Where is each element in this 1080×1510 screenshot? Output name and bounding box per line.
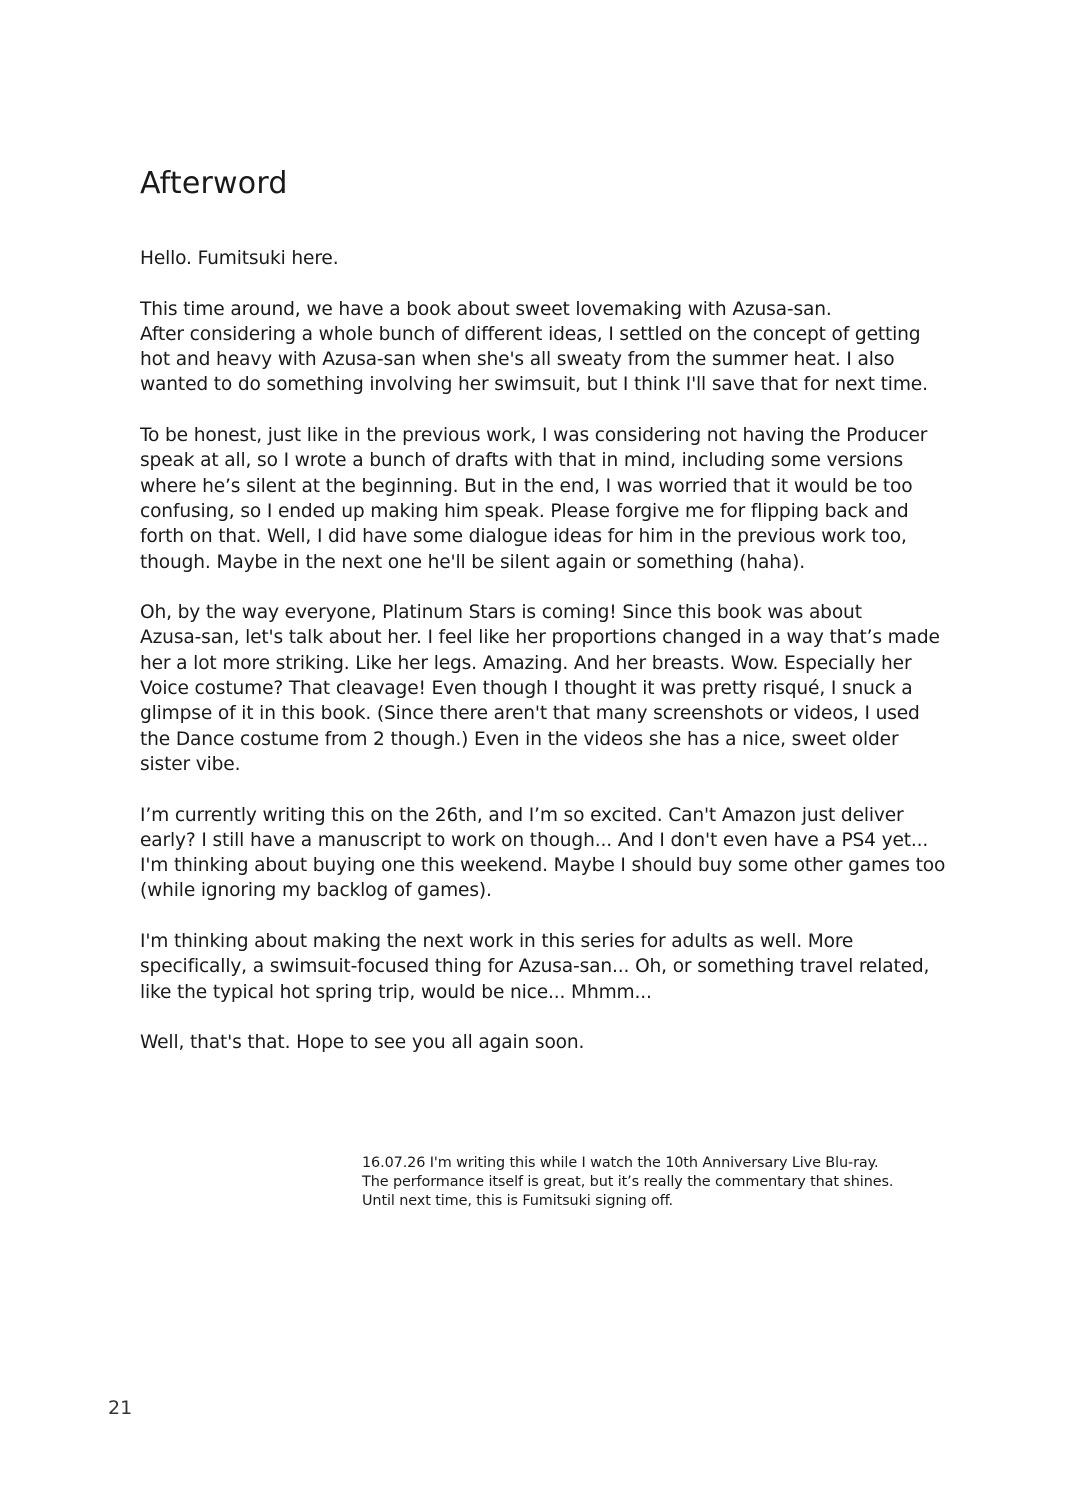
text-line: Azusa-san, let's talk about her. I feel like her proportions changed in a way that’s made — [140, 627, 940, 649]
text-line: Well, that's that. Hope to see you all again soon. — [140, 1032, 585, 1054]
text-line: Oh, by the way everyone, Platinum Stars is coming! Since this book was about — [140, 602, 862, 624]
text-line: glimpse of it in this book. (Since there aren't that many screenshots or videos, I used — [140, 703, 920, 725]
page-title: Afterword — [140, 166, 288, 201]
text-line: forth on that. Well, I did have some dialogue ideas for him in the previous work too, — [140, 526, 907, 548]
paragraph-next-work — [140, 929, 955, 1005]
paragraph-greeting — [140, 246, 955, 271]
afterword-body — [140, 246, 955, 1081]
paragraph-producer — [140, 423, 955, 575]
text-line: specifically, a swimsuit-focused thing for Azusa-san... Oh, or something travel related, — [140, 956, 930, 978]
text-line: her a lot more striking. Like her legs. Amazing. And her breasts. Wow. Especially her — [140, 652, 912, 674]
text-line: I'm thinking about making the next work in this series for adults as well. More — [140, 931, 854, 953]
text-line: I’m currently writing this on the 26th, and I’m so excited. Can't Amazon just deliver — [140, 804, 904, 826]
note-line: Until next time, this is Fumitsuki signing off. — [362, 1193, 674, 1209]
text-line: where he’s silent at the beginning. But in the end, I was worried that it would be too — [140, 475, 913, 497]
paragraph-platinum-stars — [140, 600, 955, 777]
text-line: like the typical hot spring trip, would be nice... Mhmm... — [140, 981, 652, 1003]
text-line: early? I still have a manuscript to work on though... And I don't even have a PS4 yet... — [140, 829, 929, 851]
text-line: After considering a whole bunch of different ideas, I settled on the concept of getting — [140, 323, 921, 345]
text-line: This time around, we have a book about sweet lovemaking with Azusa-san. — [140, 298, 832, 320]
text-line: sister vibe. — [140, 753, 241, 775]
page-number: 21 — [108, 1397, 133, 1419]
text-line: I'm thinking about buying one this weekend. Maybe I should buy some other games too — [140, 855, 946, 877]
text-line: though. Maybe in the next one he'll be silent again or something (haha). — [140, 551, 806, 573]
text-line: speak at all, so I wrote a bunch of drafts with that in mind, including some versions — [140, 450, 904, 472]
paragraph-excited — [140, 803, 955, 904]
text-line: Hello. Fumitsuki here. — [140, 248, 339, 269]
note-line: The performance itself is great, but it’s really the commentary that shines. — [362, 1174, 894, 1190]
text-line: wanted to do something involving her swimsuit, but I think I'll save that for next time. — [140, 374, 928, 396]
text-line: (while ignoring my backlog of games). — [140, 880, 492, 902]
text-line: To be honest, just like in the previous work, I was considering not having the Producer — [140, 425, 928, 447]
text-line: the Dance costume from 2 though.) Even in the videos she has a nice, sweet older — [140, 728, 899, 750]
paragraph-closing — [140, 1030, 955, 1055]
paragraph-concept — [140, 297, 955, 398]
text-line: Voice costume? That cleavage! Even though I thought it was pretty risqué, I snuck a — [140, 678, 913, 700]
signoff-note — [362, 1154, 893, 1211]
text-line: confusing, so I ended up making him speak. Please forgive me for flipping back and — [140, 500, 909, 522]
text-line: hot and heavy with Azusa-san when she's all sweaty from the summer heat. I also — [140, 349, 895, 371]
note-line: 16.07.26 I'm writing this while I watch the 10th Anniversary Live Blu-ray. — [362, 1155, 879, 1171]
